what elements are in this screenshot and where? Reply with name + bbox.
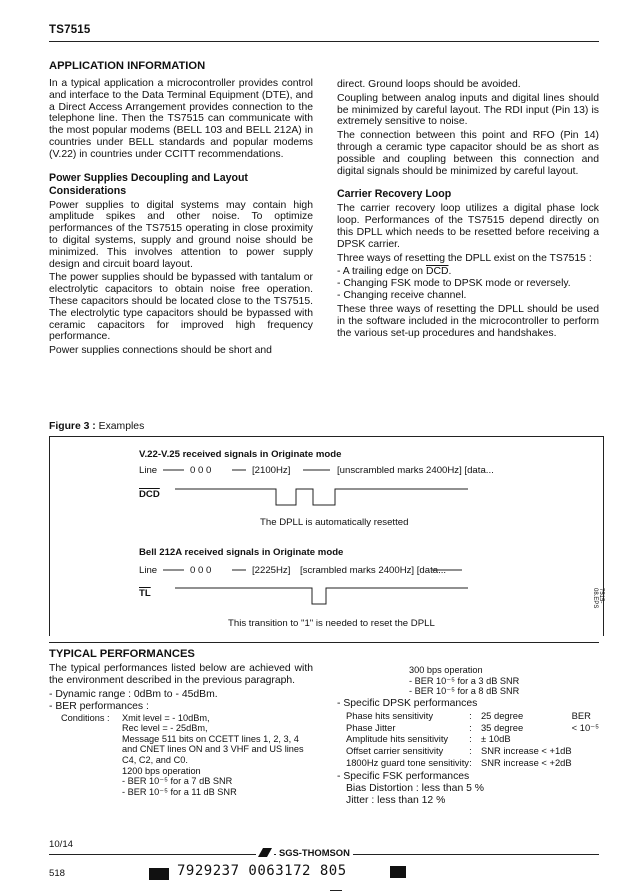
page-ratio: 10/14 — [49, 839, 74, 850]
dpsk-cell: < 10⁻⁵ — [571, 721, 599, 733]
dpsk-row-4 — [346, 745, 599, 757]
dpsk-cell: : — [469, 709, 472, 721]
panel1-line-label: Line — [139, 465, 158, 476]
carrier-paragraph-2: Three ways of resetting the DPLL exist on the TS7515 : — [337, 252, 592, 264]
panel2-heading: Bell 212A received signals in Originate mode — [139, 547, 344, 558]
dpsk-cell: : — [469, 733, 472, 745]
ber-title: - BER performances : — [49, 700, 149, 712]
closing-paragraph: These three ways of resetting the DPLL should be used in the software included in the microcontroller to perform the various set-up procedures and handshakes. — [337, 304, 599, 339]
dpsk-row-2 — [346, 722, 599, 734]
dpsk-table — [346, 710, 599, 769]
dpsk-heading: - Specific DPSK performances — [337, 697, 478, 709]
dpsk-row-5 — [346, 757, 599, 769]
barcode-number: 7929237 0063172 805 — [177, 863, 347, 879]
panel2-data: [scrambled marks 2400Hz] [data... — [300, 565, 447, 576]
application-info-paragraph: In a typical application a microcontroller provides control and interface to the Data Terminal Equipment (DTE), and a Direct Access Arrangement provides connection to the telephone line. Then the TS7515 can communicate with the most popular modems (BELL 103 and BELL 212A) in countries under BELL standards and popular modems (V.22) in countries under CCITT recommendations. — [49, 78, 313, 160]
connection-text: The connection between this point and RFO (Pin 14) through a ceramic type capacitor should be as short as possible and coupling between this connection and digital signals should be minimized by careful layout. — [337, 130, 599, 177]
dpsk-cell — [572, 745, 599, 757]
300bps-ber-2: - BER 10⁻⁵ for a 8 dB SNR — [409, 686, 520, 697]
power-paragraph-3: Power supplies connections should be short and — [49, 345, 272, 357]
ground-loop-text: direct. Ground loops should be avoided. — [337, 79, 521, 90]
page-number: 518 — [49, 868, 66, 879]
300bps-ber-1: - BER 10⁻⁵ for a 3 dB SNR — [409, 675, 520, 686]
panel1-heading: V.22-V.25 received signals in Originate mode — [139, 449, 342, 460]
dpsk-cell: : — [469, 745, 472, 757]
carrier-recovery-heading: Carrier Recovery Loop — [337, 188, 452, 201]
panel2-tone: [2225Hz] — [252, 565, 291, 576]
condition-rec: Rec level = - 25dBm, — [122, 723, 208, 734]
figure-label: Figure 3 : — [49, 421, 96, 432]
figure-side-code: 7515-08.EPS — [592, 588, 604, 609]
condition-1200bps: 1200 bps operation — [122, 765, 201, 776]
condition-ber-11db: - BER 10⁻⁵ for a 11 dB SNR — [122, 786, 237, 797]
panel2-line-label: Line — [139, 565, 158, 576]
dcd-signal: $\overline{DCD}$ — [425, 266, 449, 278]
reset-item-2: - Changing FSK mode to DPSK mode or reversely. — [337, 278, 571, 290]
condition-xmit: Xmit level = - 10dBm, — [122, 712, 210, 723]
document-header-title: TS7515 — [49, 24, 91, 36]
barcode-mark-left — [149, 868, 169, 880]
reset-item-3: - Changing receive channel. — [337, 290, 467, 302]
conditions-block — [49, 713, 313, 798]
section-rule — [49, 642, 599, 643]
brand-name: SGS-THOMSON — [276, 847, 353, 858]
panel2-caption: This transition to "1" is needed to reset the DPLL — [228, 618, 435, 629]
barcode-mark-right — [390, 866, 406, 878]
panel2-zeros: 0 0 0 — [190, 565, 212, 576]
coupling-text: Coupling between analog inputs and digital lines should be minimized by careful layout. The RDI input (Pin 13) is extremely sensitive to noise. — [337, 92, 599, 128]
dpsk-cell — [572, 733, 599, 745]
reset-item-1-end: . — [448, 266, 452, 278]
typical-intro: The typical performances listed below are achieved with the environment described in the previous paragraph. — [49, 663, 313, 686]
dpsk-cell: BER — [571, 709, 591, 721]
dpsk-cell: Phase Jitter — [346, 721, 396, 733]
dpsk-cell: 1800Hz guard tone sensitivity — [346, 756, 469, 768]
typical-right — [337, 665, 599, 807]
condition-message: Message 511 bits on CCETT lines 1, 2, 3, 4 and CNET lines ON and 3 VHF and US lines C4, C2, and C0. — [122, 733, 304, 765]
dpsk-cell: ± 10dB — [480, 733, 511, 745]
st-logo-icon — [256, 846, 274, 859]
300bps-label: 300 bps operation — [409, 665, 483, 675]
dpsk-cell: 35 degree — [480, 721, 524, 733]
application-info-heading: APPLICATION INFORMATION — [49, 60, 206, 72]
power-paragraph-1: Power supplies to digital systems may contain high amplitude spikes and other noise. To optimize performances of the TS7515 operating in close proximity to digital systems, supply and ground noise should be minimized. This involves attention to power supply design and circuit board layout. — [49, 199, 313, 270]
dpsk-cell: Offset carrier sensitivity — [346, 745, 444, 757]
bottom-tick — [330, 890, 342, 891]
dpsk-cell: : — [469, 721, 472, 733]
typical-left — [49, 648, 313, 797]
dpsk-cell: Amplitude hits sensitivity — [346, 733, 449, 745]
dpsk-cell — [572, 757, 599, 769]
tl-waveform — [175, 588, 468, 604]
dcd-waveform — [175, 489, 468, 505]
conditions-label: Conditions : — [61, 712, 110, 723]
panel1-zeros: 0 0 0 — [190, 465, 212, 476]
dpsk-cell: 25 degree — [480, 709, 524, 721]
dpsk-row-3 — [346, 733, 599, 745]
figure-title: Examples — [98, 421, 145, 432]
dpsk-cell: SNR increase < +2dB — [480, 756, 572, 768]
typical-performances-heading: TYPICAL PERFORMANCES — [49, 648, 195, 660]
panel1-caption: The DPLL is automatically resetted — [260, 517, 409, 528]
dpsk-cell: SNR increase < +1dB — [480, 745, 572, 757]
fsk-jitter: Jitter : less than 12 % — [346, 794, 446, 806]
dpsk-row-1 — [346, 710, 599, 722]
dpsk-cell: Phase hits sensitivity — [346, 709, 434, 721]
carrier-paragraph-1: The carrier recovery loop utilizes a digital phase lock loop. Performances of the TS7515 depend directly on this DPLL which needs to be resetted before receiving a DPSK carrier. — [337, 203, 599, 250]
panel2-signal-name: $\overline{TL}$ — [139, 588, 151, 599]
power-paragraph-2: The power supplies should be bypassed with tantalum or electrolytic capacitors to obtain noise free operation. These capacitors should be located close to the TS7515. The electrolytic type capacitors should be bypassed with ceramic capacitors for improved high frequency performance. — [49, 272, 313, 343]
condition-ber-7db: - BER 10⁻⁵ for a 7 dB SNR — [122, 776, 233, 787]
fsk-bias: Bias Distortion : less than 5 % — [346, 782, 485, 794]
panel1-tone: [2100Hz] — [252, 465, 291, 476]
fsk-heading: - Specific FSK performances — [337, 770, 470, 782]
panel1-data: [unscrambled marks 2400Hz] [data... — [337, 465, 494, 476]
dynamic-range: - Dynamic range : 0dBm to - 45dBm. — [49, 688, 218, 700]
dpsk-cell: : — [469, 756, 472, 768]
panel1-signal-name: $\overline{DCD}$ — [139, 489, 160, 500]
reset-item-1-text: - A trailing edge on — [337, 266, 426, 278]
power-supplies-heading: Power Supplies Decoupling and Layout Considerations — [49, 171, 248, 197]
conditions-list — [122, 713, 312, 798]
